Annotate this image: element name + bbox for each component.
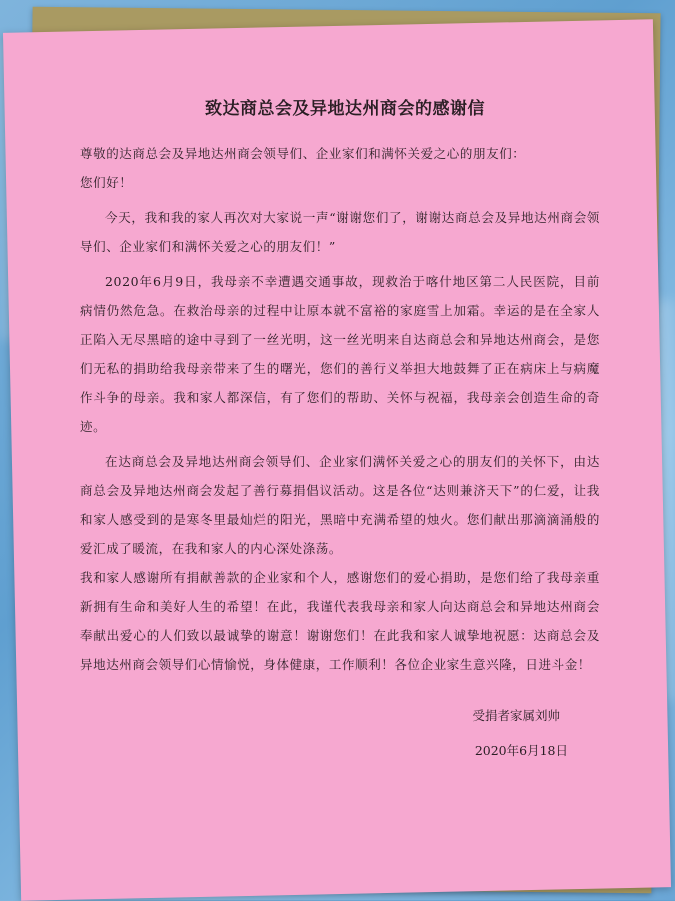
letter-paragraph: 在达商总会及异地达州商会领导们、企业家们满怀关爱之心的朋友们的关怀下，由达商总会及异地达州商会发起了善行募捐倡议活动。这是各位“达则兼济天下”的仁爱，让我和家人感受到的是寒冬里最灿烂的阳光，黑暗中充满希望的烛火。您们献出那滴滴涌般的爱汇成了暖流，在我和家人的内心深处涤荡。	[80, 454, 600, 556]
letter-body	[80, 94, 600, 765]
letter-title: 致达商总会及异地达州商会的感谢信	[205, 99, 485, 119]
letter-greeting: 您们好！	[80, 175, 133, 190]
letter-paragraph: 2020年6月9日，我母亲不幸遭遇交通事故，现救治于喀什地区第二人民医院，目前病情仍然危急。在救治母亲的过程中让原本就不富裕的家庭雪上加霜。幸运的是在全家人正陷入无尽黑暗的途中寻到了一丝光明，这一丝光明来自达商总会和异地达州商会，是您们无私的捐助给我母亲带来了生的曙光，您们的善行义举担大地鼓舞了正在病床上与病魔作斗争的母亲。我和家人都深信，有了您们的帮助、关怀与祝福，我母亲会创造生命的奇迹。	[80, 274, 600, 434]
letter-date: 2020年6月18日	[474, 743, 568, 758]
letter-signature: 受捐者家属刘帅	[472, 708, 560, 723]
letter-paragraph: 今天，我和我的家人再次对大家说一声“谢谢您们了，谢谢达商总会及异地达州商会领导们、企业家们和满怀关爱之心的朋友们！”	[80, 210, 600, 254]
letter-salutation: 尊敬的达商总会及异地达州商会领导们、企业家们和满怀关爱之心的朋友们：	[80, 146, 526, 161]
letter-paragraph: 我和家人感谢所有捐献善款的企业家和个人，感谢您们的爱心捐助，是您们给了我母亲重新拥有生命和美好人生的希望！在此，我谨代表我母亲和家人向达商总会和异地达州商会奉献出爱心的人们致以最诚挚的谢意！谢谢您们！在此我和家人诚挚地祝愿：达商总会及异地达州商会领导们心情愉悦，身体健康，工作顺利！各位企业家生意兴隆，日进斗金！	[80, 570, 600, 672]
